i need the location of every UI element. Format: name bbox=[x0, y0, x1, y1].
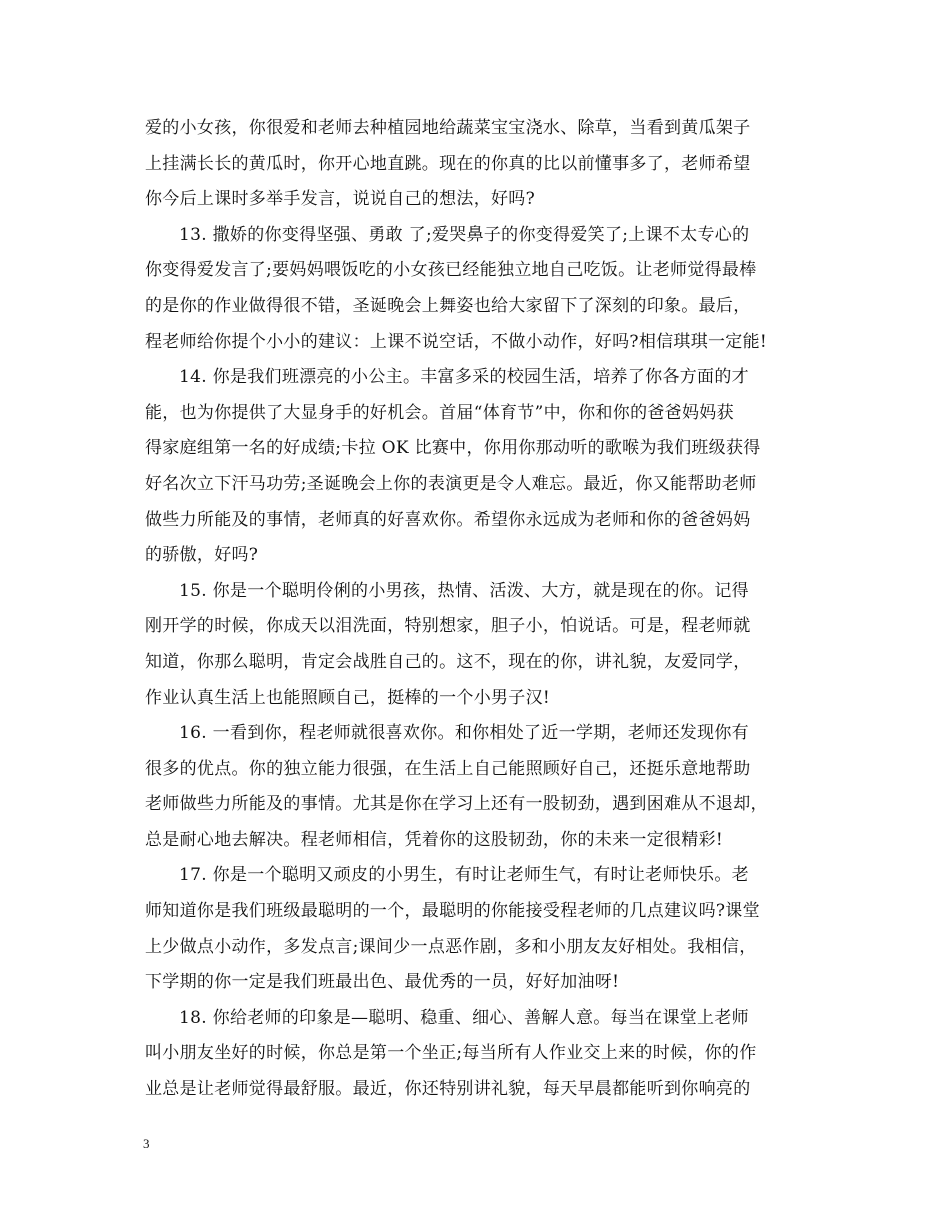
text-line: 下学期的你一定是我们班最出色、最优秀的一员，好好加油呀! bbox=[145, 972, 620, 993]
text-line: 你变得爱发言了;要妈妈喂饭吃的小女孩已经能独立地自己吃饭。让老师觉得最棒 bbox=[145, 260, 757, 281]
body-text bbox=[145, 111, 825, 1108]
text-line: 17. 你是一个聪明又顽皮的小男生，有时让老师生气，有时让老师快乐。老 bbox=[179, 865, 749, 886]
text-line: 刚开学的时候，你成天以泪洗面，特别想家，胆子小，怕说话。可是，程老师就 bbox=[145, 616, 751, 637]
text-line: 能，也为你提供了大显身手的好机会。首届“体育节”中，你和你的爸爸妈妈获 bbox=[145, 402, 734, 423]
text-line: 叫小朋友坐好的时候，你总是第一个坐正;每当所有人作业交上来的时候，你的作 bbox=[145, 1043, 757, 1064]
text-line: 业总是让老师觉得最舒服。最近，你还特别讲礼貌，每天早晨都能听到你响亮的 bbox=[145, 1079, 751, 1100]
text-line: 师知道你是我们班级最聪明的一个，最聪明的你能接受程老师的几点建议吗?课堂 bbox=[145, 901, 760, 922]
text-line: 14. 你是我们班漂亮的小公主。丰富多采的校园生活，培养了你各方面的才 bbox=[179, 367, 749, 388]
text-line: 知道，你那么聪明，肯定会战胜自己的。这不，现在的你，讲礼貌，友爱同学， bbox=[145, 651, 751, 672]
text-line: 18. 你给老师的印象是—聪明、稳重、细心、善解人意。每当在课堂上老师 bbox=[179, 1007, 749, 1028]
text-line: 上挂满长长的黄瓜时，你开心地直跳。现在的你真的比以前懂事多了，老师希望 bbox=[145, 153, 751, 174]
text-line: 的骄傲，好吗? bbox=[145, 545, 259, 566]
text-line: 很多的优点。你的独立能力很强，在生活上自己能照顾好自己，还挺乐意地帮助 bbox=[145, 758, 751, 779]
text-line: 做些力所能及的事情，老师真的好喜欢你。希望你永远成为老师和你的爸爸妈妈 bbox=[145, 509, 751, 530]
text-line: 总是耐心地去解决。程老师相信，凭着你的这股韧劲，你的未来一定很精彩! bbox=[145, 829, 724, 850]
text-line: 老师做些力所能及的事情。尤其是你在学习上还有一股韧劲，遇到困难从不退却， bbox=[145, 794, 768, 815]
text-line: 作业认真生活上也能照顾自己，挺棒的一个小男子汉! bbox=[145, 687, 551, 708]
page-number: 3 bbox=[143, 1136, 150, 1151]
text-line: 得家庭组第一名的好成绩;卡拉 OK 比赛中，你用你那动听的歌喉为我们班级获得 bbox=[145, 438, 761, 459]
text-line: 上少做点小动作，多发点言;课间少一点恶作剧，多和小朋友友好相处。我相信， bbox=[145, 936, 757, 957]
text-line: 的是你的作业做得很不错，圣诞晚会上舞姿也给大家留下了深刻的印象。最后， bbox=[145, 295, 751, 316]
text-line: 15. 你是一个聪明伶俐的小男孩，热情、活泼、大方，就是现在的你。记得 bbox=[179, 580, 749, 601]
text-line: 爱的小女孩，你很爱和老师去种植园地给蔬菜宝宝浇水、除草，当看到黄瓜架子 bbox=[145, 118, 751, 138]
text-line: 好名次立下汗马功劳;圣诞晚会上你的表演更是令人难忘。最近，你又能帮助老师 bbox=[145, 473, 757, 494]
text-line: 你今后上课时多举手发言，说说自己的想法，好吗? bbox=[145, 189, 536, 210]
text-line: 程老师给你提个小小的建议：上课不说空话，不做小动作，好吗?相信琪琪一定能! bbox=[145, 331, 768, 352]
text-line: 13. 撒娇的你变得坚强、勇敢 了;爱哭鼻子的你变得爱笑了;上课不太专心的 bbox=[179, 224, 750, 245]
text-line: 16. 一看到你，程老师就很喜欢你。和你相处了近一学期，老师还发现你有 bbox=[179, 723, 749, 744]
